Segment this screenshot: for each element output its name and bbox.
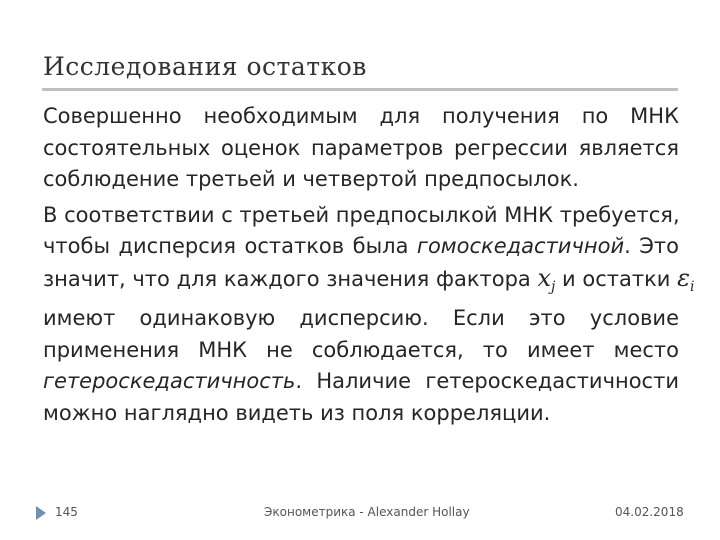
p2-line-2: [43, 231, 679, 263]
p2-line-5: применения МНК не соблюдается, то имеет место: [43, 337, 679, 362]
footer-text: Эконометрика - Alexander Hollay: [264, 505, 470, 519]
p2-line-4: имеют одинаковую дисперсию. Если это условие: [43, 306, 679, 330]
p2-line-6: [43, 366, 679, 398]
var-x-subscript: j: [551, 278, 556, 295]
p2-line-3-start: значит, что для каждого значения фактора: [43, 266, 538, 291]
term-homoscedastic: гомоскедастичной: [416, 234, 625, 258]
var-eps: ε: [677, 263, 690, 292]
p2-line-7: можно наглядно видеть из поля корреляции.: [43, 400, 551, 425]
var-x: x: [537, 263, 552, 292]
title-divider: [42, 88, 678, 91]
footer-date: 04.02.2018: [615, 505, 684, 519]
p2-line-6-end: . Наличие гетероскедастичности: [295, 369, 679, 393]
p2-line-3: [43, 263, 695, 304]
p1-line-2: состоятельных оценок параметров регрессии является: [43, 135, 679, 160]
var-eps-subscript: i: [689, 278, 695, 295]
slide-body: [43, 101, 695, 429]
p1-line-3: соблюдение третьей и четвертой предпосылок.: [43, 167, 579, 191]
p2-line-2-start: чтобы дисперсия остатков была: [43, 234, 417, 258]
p2-line-2-end: . Это: [624, 234, 679, 258]
variable-x-j: [537, 263, 556, 295]
p1-line-1: Совершенно необходимым для получения по МНК: [43, 104, 679, 128]
slide-number: 145: [55, 505, 78, 519]
paragraph-1: [43, 101, 679, 196]
p2-line-1: В соответствии с третьей предпосылкой МНК требуется,: [43, 202, 680, 227]
slide-title: Исследования остатков: [43, 52, 367, 81]
p2-line-3-mid: и остатки: [555, 266, 678, 291]
variable-epsilon-i: [677, 263, 695, 295]
term-heteroscedasticity: гетероскедастичность: [43, 369, 296, 393]
triangle-right-icon: [36, 506, 46, 520]
paragraph-2: [43, 200, 695, 430]
